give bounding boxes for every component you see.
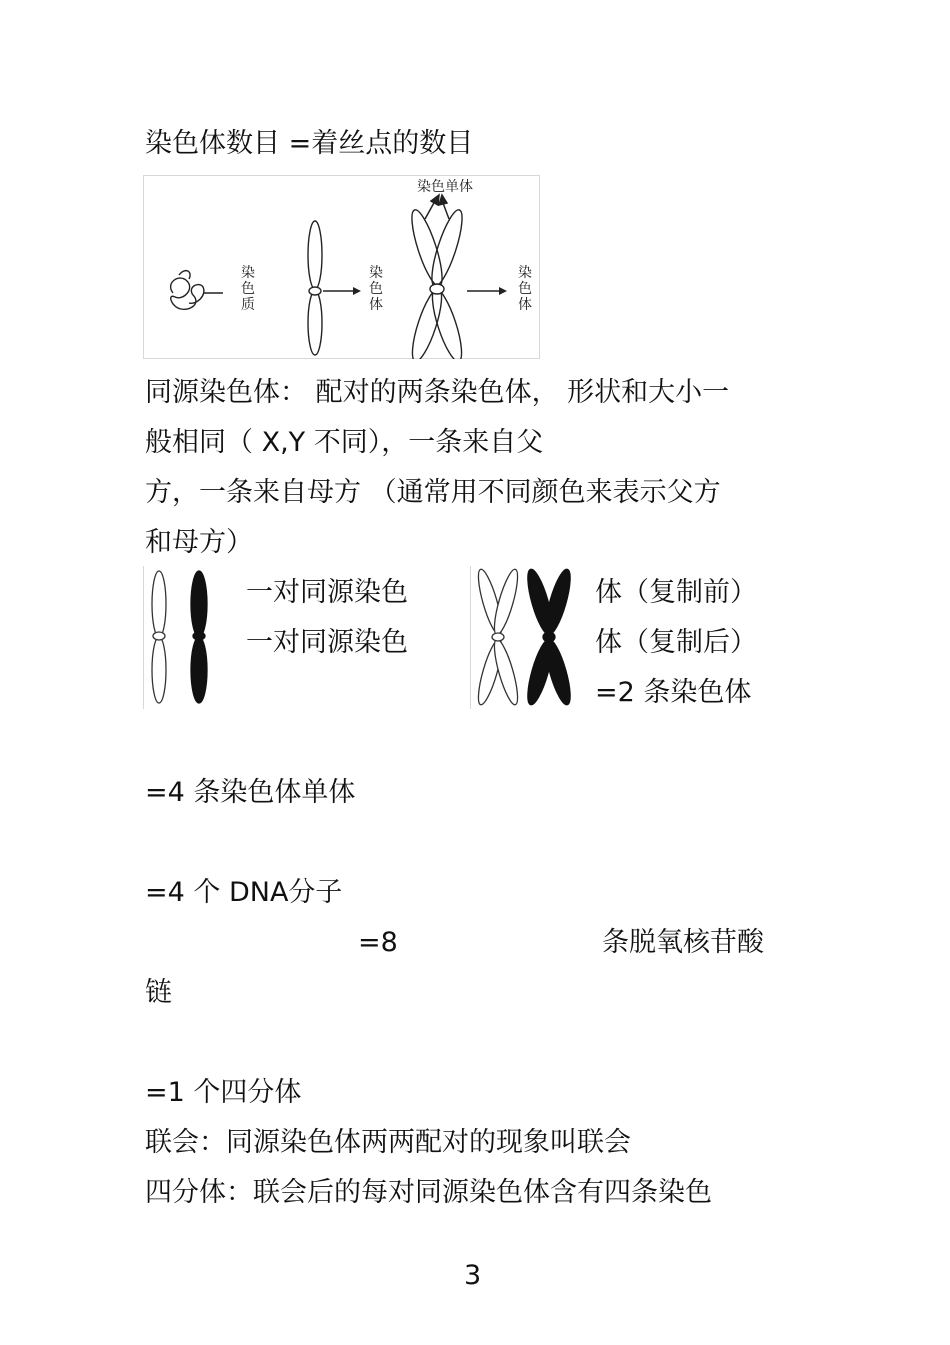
line-homolog-definition-1: 同源染色体： 配对的两条染色体， 形状和大小一 bbox=[145, 377, 730, 408]
label-chromosome-1c: 体 bbox=[369, 297, 383, 313]
replicated-chromosome-icon bbox=[406, 207, 468, 359]
chromatid-pointer-arrows bbox=[425, 195, 449, 219]
line-homolog-definition-4: 和母方） bbox=[145, 527, 253, 558]
single-chromosome-icon bbox=[308, 221, 322, 355]
page-number: 3 bbox=[464, 1260, 482, 1291]
line-pair-after-left: 一对同源染色 bbox=[246, 627, 408, 658]
line-homolog-definition-3: 方，一条来自母方 （通常用不同颜色来表示父方 bbox=[145, 477, 721, 508]
line-equals-1-tetrad: =1 个四分体 bbox=[145, 1077, 302, 1108]
line-equals-4-chromatids: =4 条染色体单体 bbox=[145, 777, 356, 808]
homolog-pair-replicated-diagram bbox=[470, 566, 578, 709]
label-chromatin-3: 质 bbox=[241, 297, 255, 313]
label-chromatin-2: 色 bbox=[241, 281, 255, 297]
label-chromatin-1: 染 bbox=[241, 265, 255, 281]
figure-chromosome-condensation bbox=[143, 175, 541, 359]
label-chromosome-2b: 色 bbox=[518, 281, 532, 297]
line-synapsis-definition: 联会：同源染色体两两配对的现象叫联会 bbox=[145, 1127, 631, 1158]
label-chromatid: 染色单体 bbox=[417, 179, 473, 195]
maternal-replicated-icon bbox=[523, 567, 575, 707]
line-equals-8-text: 条脱氧核苷酸 bbox=[602, 927, 764, 958]
label-chromosome-2a: 染 bbox=[518, 265, 532, 281]
chromosome-condensation-diagram bbox=[143, 175, 541, 359]
line-pair-after-right: 体（复制后） bbox=[595, 627, 757, 658]
line-equals-2-chromosomes: =2 条染色体 bbox=[595, 677, 752, 708]
maternal-chromosome-icon bbox=[191, 571, 207, 703]
paternal-replicated-icon bbox=[474, 567, 522, 706]
homolog-pair-unreplicated-diagram bbox=[143, 566, 231, 709]
line-homolog-definition-2: 般相同（ X,Y 不同），一条来自父 bbox=[145, 427, 544, 458]
line-pair-before-right: 体（复制前） bbox=[595, 577, 757, 608]
chromatin-scribble bbox=[171, 271, 204, 310]
paternal-chromosome-icon bbox=[152, 571, 166, 703]
line-equals-8-number: =8 bbox=[358, 927, 398, 958]
line-chromosome-count: 染色体数目 =着丝点的数目 bbox=[145, 128, 474, 159]
figure-homolog-pair-replicated bbox=[470, 566, 578, 709]
line-equals-4-dna: =4 个 DNA分子 bbox=[145, 877, 343, 908]
label-chromosome-1b: 色 bbox=[369, 281, 383, 297]
figure-homolog-pair-unreplicated bbox=[143, 566, 231, 709]
line-equals-8-end: 链 bbox=[145, 977, 172, 1008]
label-chromosome-2c: 体 bbox=[518, 297, 532, 313]
line-pair-before-left: 一对同源染色 bbox=[246, 577, 408, 608]
line-tetrad-definition: 四分体：联会后的每对同源染色体含有四条染色 bbox=[145, 1177, 712, 1208]
label-chromosome-1a: 染 bbox=[369, 265, 383, 281]
